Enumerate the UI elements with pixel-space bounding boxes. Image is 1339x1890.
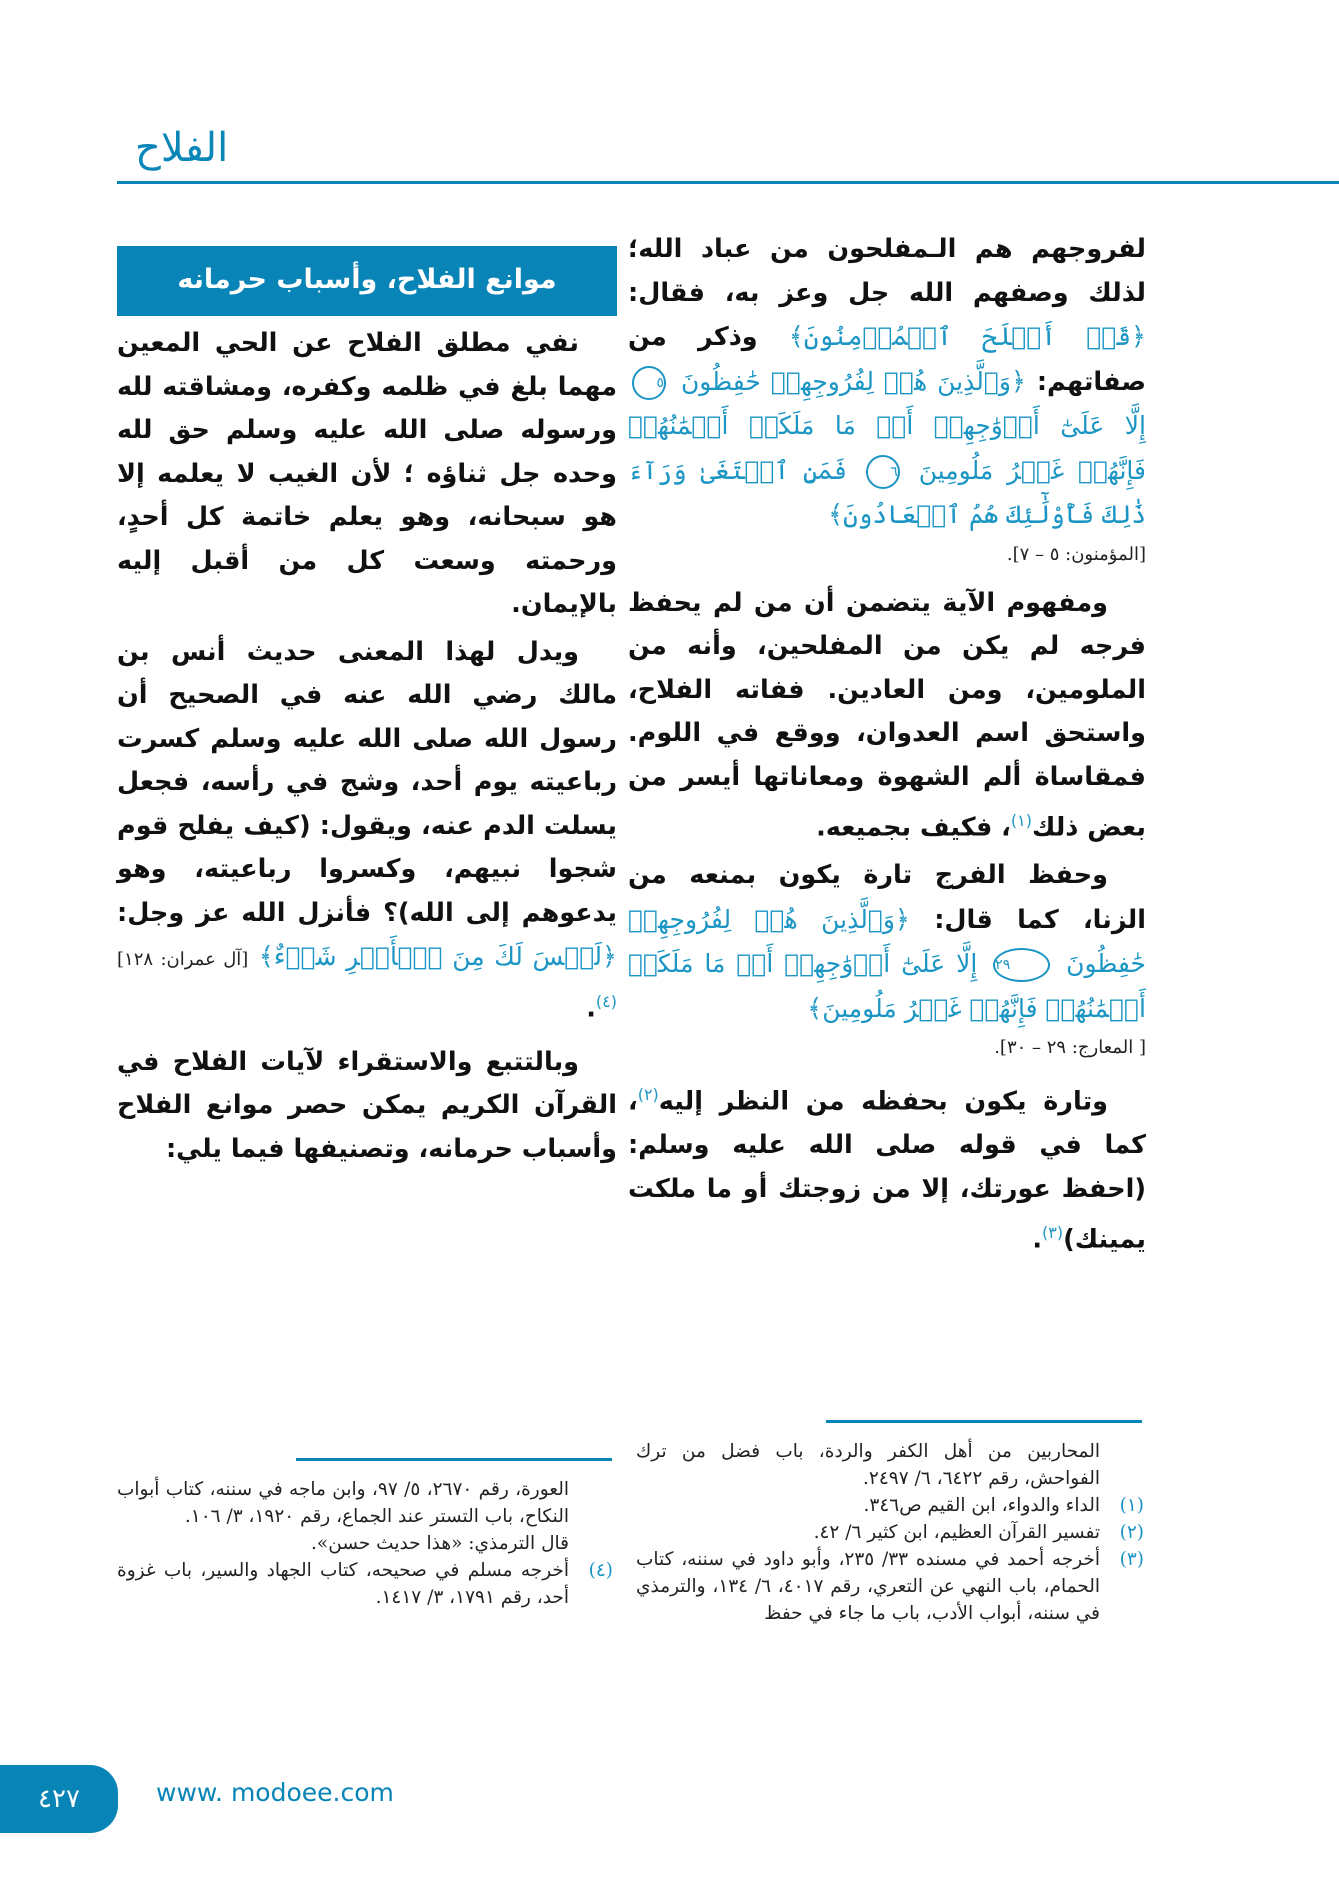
quran-verse: لَيۡسَ لَكَ مِنَ ٱلۡأَمۡرِ شَيۡءٌ	[273, 942, 603, 971]
website-link[interactable]: www. modoee.com	[156, 1778, 394, 1807]
ornate-bracket-open-icon: ﴿	[1131, 322, 1146, 352]
footnote-item	[117, 1557, 613, 1611]
body-text: .	[1032, 1224, 1043, 1255]
footnote-number: (٤)	[588, 1560, 613, 1581]
paragraph: وبالتتبع والاستقراء لآيات الفلاح في القرآن الكريم يمكن حصر موانع الفلاح وأسباب حرمانه، وتصنيفها فيما يلي:	[117, 1046, 617, 1164]
quran-verse: إِلَّا عَلَىٰٓ أَزۡوَٰجِهِمۡ أَوۡ مَا مَلَكَتۡ أَيۡمَٰنُهُمۡ فَإِنَّهُمۡ غَيۡرُ مَلُومِينَ	[628, 949, 1146, 1023]
footnote-marker[interactable]: (١)	[1010, 811, 1032, 830]
ayah-number-marker: ٦	[866, 455, 900, 489]
footnotes-left	[117, 1476, 613, 1611]
footnote-text: أخرجه مسلم في صحيحه، كتاب الجهاد والسير، باب غزوة أحد، رقم ١٧٩١، ٣/ ١٤١٧.	[117, 1560, 569, 1608]
paragraph	[628, 1073, 1146, 1262]
footnote-number: (٣)	[1119, 1549, 1144, 1570]
ornate-bracket-close-icon: ﴾	[828, 500, 844, 530]
footnote-text: أخرجه أحمد في مسنده ٣٣/ ٢٣٥، وأبو داود في سننه، كتاب الحمام، باب النهي عن التعري، رقم ٤٠١٧، ٦/ ١٣٤، والترمذي في سننه، أبواب الأدب، باب ما جاء في حفظ	[636, 1549, 1100, 1624]
footnote-item	[636, 1546, 1144, 1627]
footnote-marker[interactable]: (٢)	[637, 1085, 659, 1104]
ornate-bracket-open-icon: ﴿	[894, 904, 910, 935]
ayah-number-marker: ٢٩	[993, 948, 1050, 982]
quran-verse: فَمَنِ ٱبۡتَغَىٰ وَرَآءَ ذَٰلِكَ فَأُوْلَٰٓئِكَ هُمُ ٱلۡعَادُونَ	[628, 455, 1146, 529]
paragraph	[628, 582, 1146, 851]
paragraph	[117, 631, 617, 1031]
footnote-continuation: المحاربين من أهل الكفر والردة، باب فضل من ترك الفواحش، رقم ٦٤٢٢، ٦/ ٢٤٩٧.	[636, 1441, 1100, 1489]
ornate-bracket-open-icon: ﴿	[602, 942, 617, 972]
ornate-bracket-close-icon: ﴾	[807, 993, 823, 1024]
footnote-separator	[296, 1458, 612, 1461]
body-text: ويدل لهذا المعنى حديث أنس بن مالك رضي الله عنه في الصحيح أن رسول الله صلى الله عليه وسلم كسرت رباعيته يوم أحد، وشج في رأسه، فجعل يسلت الدم عنه، ويقول: (كيف يفلح قوم شجوا نبيهم، وكسروا رباعيته، وهو يدعوهم إلى الله)؟ فأنزل الله عز وجل:	[117, 636, 617, 928]
paragraph	[628, 854, 1146, 1031]
quran-verse: وَٱلَّذِينَ هُمۡ لِفُرُوجِهِمۡ حَٰفِظُونَ	[628, 904, 1146, 978]
footnotes-right	[636, 1438, 1144, 1627]
footnote-marker[interactable]: (٣)	[1042, 1223, 1064, 1242]
page-number-tab: ٤٢٧	[0, 1765, 118, 1833]
quran-verse: قَدۡ أَفۡلَحَ ٱلۡمُؤۡمِنُونَ	[803, 322, 1132, 351]
body-text: .	[586, 993, 596, 1023]
footnote-number: (١)	[1119, 1495, 1144, 1516]
header-rule	[117, 181, 1339, 184]
footnote-text: الداء والدواء، ابن القيم ص٣٤٦.	[863, 1495, 1100, 1516]
ornate-bracket-close-icon: ﴾	[788, 322, 804, 352]
footnote-separator	[826, 1420, 1142, 1423]
footnote-text: تفسير القرآن العظيم، ابن كثير ٦/ ٤٢.	[813, 1522, 1100, 1543]
footnote-continuation: قال الترمذي: «هذا حديث حسن».	[311, 1533, 569, 1554]
ornate-bracket-open-icon: ﴿	[1010, 366, 1026, 397]
paragraph	[628, 228, 1146, 538]
section-heading: موانع الفلاح، وأسباب حرمانه	[117, 246, 617, 316]
body-text: ، كما في قوله صلى الله عليه وسلم: (احفظ عورتك، إلا من زوجتك أو ما ملكت يمينك)	[628, 1086, 1146, 1255]
footnote-continuation: العورة، رقم ٢٦٧٠، ٥/ ٩٧، وابن ماجه في سننه، كتاب أبواب النكاح، باب التستر عند الجماع، رقم ١٩٢٠، ٣/ ١٠٦.	[117, 1479, 569, 1527]
quran-verse: وَٱلَّذِينَ هُمۡ لِفُرُوجِهِمۡ حَٰفِظُونَ	[680, 366, 1011, 396]
left-column	[117, 246, 617, 1171]
verse-reference: [ المعارج: ٢٩ – ٣٠].	[994, 1037, 1146, 1058]
body-text: ، فكيف بجميعه.	[816, 812, 1011, 843]
right-column	[628, 228, 1146, 1262]
body-text: ومفهوم الآية يتضمن أن من لم يحفظ فرجه لم يكن من المفلحين، وأنه من الملومين، ومن العادين. ففاته الفلاح، واستحق اسم العدوان، ووقع في اللوم. فمقاساة ألم الشهوة ومعاناتها أيسر من بعض ذلك	[628, 587, 1146, 843]
running-title: الفلاح	[135, 125, 229, 171]
ornate-bracket-close-icon: ﴾	[258, 942, 274, 972]
ayah-number-marker: ٥	[632, 366, 666, 400]
verse-reference: [المؤمنون: ٥ – ٧].	[1006, 543, 1146, 565]
paragraph: نفي مطلق الفلاح عن الحي المعين مهما بلغ في ظلمه وكفره، ومشاقته لله ورسوله صلى الله عليه وسلم حق لله وحده جل ثناؤه ؛ لأن الغيب لا يعلمه إلا هو سبحانه، وهو يعلم خاتمة كل أحدٍ، ورحمته وسعت كل من أقبل إليه بالإيمان.	[117, 328, 617, 619]
body-text: وتارة يكون بحفظه من النظر إليه	[658, 1086, 1108, 1117]
body-text: وذكر من صفاتهم:	[628, 322, 1146, 397]
footnote-item	[636, 1492, 1144, 1519]
footnote-item	[636, 1519, 1144, 1546]
body-text: لفروجهم هم الـمفلحون من عباد الله؛ لذلك وصفهم الله جل وعز به، فقال:	[628, 234, 1146, 308]
verse-reference: [آل عمران: ١٢٨]	[117, 949, 249, 970]
body-text: وحفظ الفرج تارة يكون بمنعه من الزنا، كما قال:	[628, 860, 1146, 935]
footnote-marker[interactable]: (٤)	[595, 991, 617, 1011]
quran-verse: إِلَّا عَلَىٰٓ أَزۡوَٰجِهِمۡ أَوۡ مَا مَلَكَتۡ أَيۡمَٰنُهُمۡ فَإِنَّهُمۡ غَيۡرُ مَلُومِينَ	[628, 411, 1146, 485]
footnote-number: (٢)	[1119, 1522, 1144, 1543]
